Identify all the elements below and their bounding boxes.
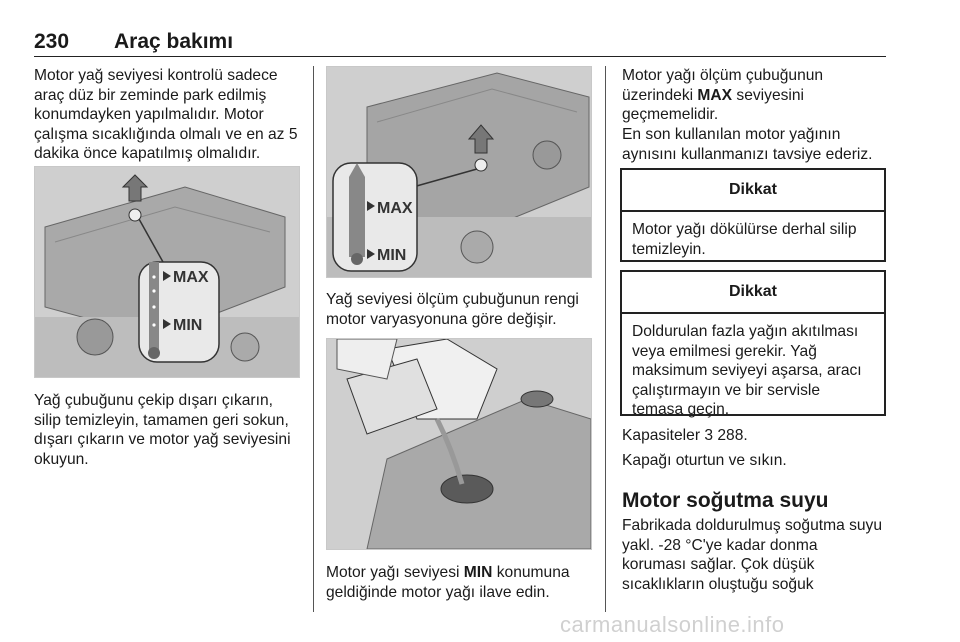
caution-title: Dikkat bbox=[622, 170, 884, 212]
close-cap-line: Kapağı oturtun ve sıkın. bbox=[622, 452, 787, 469]
capacities-line: Kapasiteler 3 288. bbox=[622, 427, 748, 444]
column-divider-2 bbox=[605, 66, 606, 612]
watermark: carmanualsonline.info bbox=[560, 612, 785, 637]
figure-2-caption: Yağ seviyesi ölçüm çubuğunun rengi motor varyasyonuna göre değişir. bbox=[326, 291, 579, 328]
page-number: 230 bbox=[34, 30, 70, 53]
max-label: MAX bbox=[377, 200, 413, 217]
oil-recommendation-paragraph: En son kullanılan motor yağının aynısını kullanmanızı tavsiye ederiz. bbox=[622, 126, 873, 163]
max-warning-paragraph: Motor yağı ölçüm çubuğunun üzerindeki MAX seviyesini geçmemelidir. bbox=[622, 67, 824, 123]
section-heading: Motor soğutma suyu bbox=[622, 489, 829, 512]
dipstick-figure-1 bbox=[34, 166, 300, 378]
column-divider-1 bbox=[313, 66, 314, 612]
intro-paragraph: Motor yağ seviyesi kontrolü sadece araç düz bir zeminde park edilmiş konumdayken yapılmalıdır. Motor çalışma sıcaklığında olmalı ve en az 5 dakika önce kapatılmış olmalıdır. bbox=[34, 67, 298, 162]
coolant-paragraph: Fabrikada doldurulmuş soğutma suyu yakl. -28 °C'ye kadar donma koruması sağlar. Çok düşük sıcaklıkların oluştuğu soğuk bbox=[622, 517, 883, 593]
caution-box-1 bbox=[620, 168, 886, 262]
min-label: MIN bbox=[377, 247, 407, 264]
page-reference-link[interactable]: 3 288. bbox=[704, 427, 748, 444]
caution-body: Doldurulan fazla yağın akıtılması veya emilmesi gerekir. Yağ maksimum seviyeyi aşarsa, aracı çalıştırmayın ve bir servisle temasa geçin. bbox=[632, 323, 862, 418]
max-label: MAX bbox=[173, 269, 209, 286]
caution-title: Dikkat bbox=[622, 272, 884, 314]
figure-1-caption: Yağ çubuğunu çekip dışarı çıkarın, silip temizleyin, tamamen geri sokun, dışarı çıkarın ve motor yağ seviyesini okuyun. bbox=[34, 392, 291, 468]
header-rule bbox=[34, 56, 886, 57]
min-label: MIN bbox=[173, 317, 203, 334]
oil-filling-figure bbox=[326, 338, 592, 550]
caution-box-2 bbox=[620, 270, 886, 416]
page-title: Araç bakımı bbox=[114, 30, 234, 53]
figure-3-caption: Motor yağı seviyesi MIN konumuna geldiğinde motor yağı ilave edin. bbox=[326, 564, 570, 601]
caution-body: Motor yağı dökülürse derhal silip temizleyin. bbox=[632, 221, 857, 258]
dipstick-figure-2 bbox=[326, 66, 592, 278]
